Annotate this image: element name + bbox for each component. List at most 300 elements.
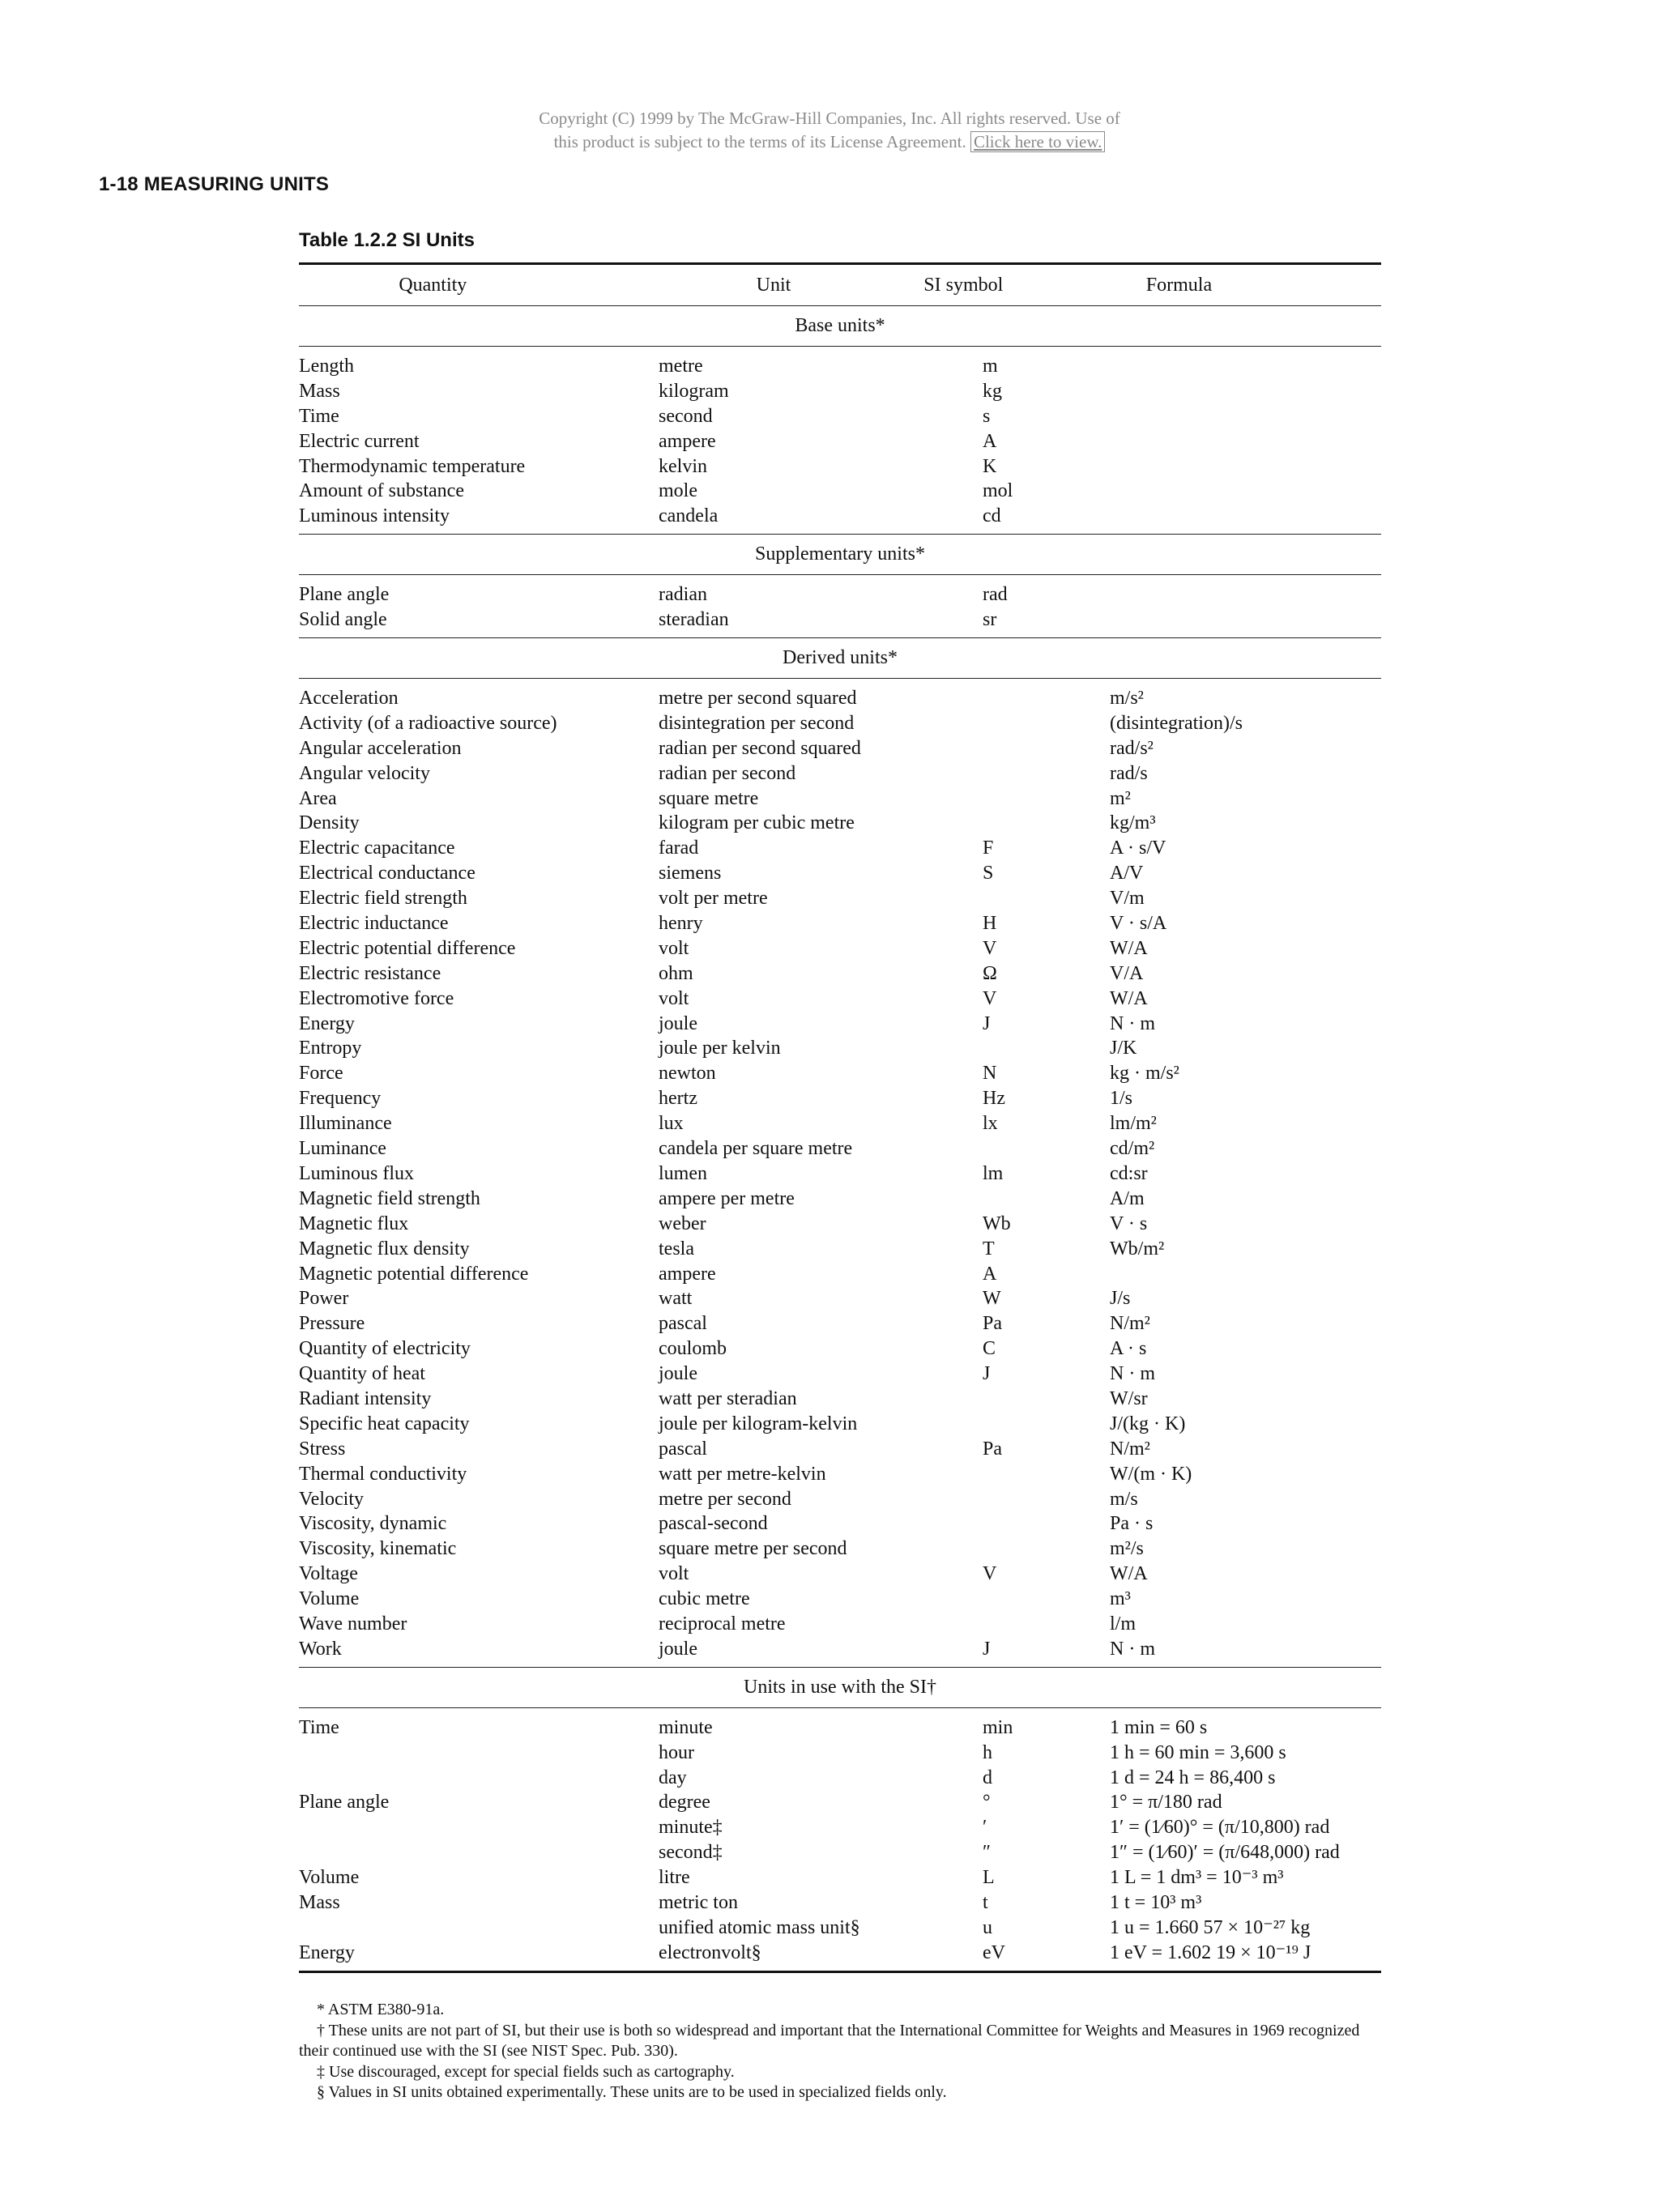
table-row (299, 404, 1381, 429)
quantity-cell: Mass (299, 1891, 340, 1913)
table-row (299, 1511, 1381, 1536)
symbol-cell: cd (983, 505, 1001, 527)
symbol-cell: S (983, 863, 994, 884)
unit-cell: second (659, 405, 713, 427)
formula-cell: 1/s (1110, 1088, 1133, 1110)
quantity-cell: Frequency (299, 1088, 382, 1110)
quantity-cell (299, 1815, 659, 1840)
table-row (299, 1187, 1381, 1212)
unit-cell: watt (659, 1288, 693, 1310)
symbol-cell (983, 1487, 1110, 1512)
formula-cell: N · m (1110, 1638, 1155, 1660)
symbol-cell: h (983, 1741, 992, 1763)
quantity-cell: Electric capacitance (299, 837, 455, 859)
unit-cell: volt (659, 1563, 689, 1585)
symbol-cell: Pa (983, 1313, 1002, 1335)
quantity-cell: Magnetic potential difference (299, 1263, 529, 1285)
formula-cell: 1″ = (1⁄60)′ = (π/648,000) rad (1110, 1842, 1340, 1864)
formula-cell: V/m (1110, 888, 1145, 910)
quantity-cell: Entropy (299, 1038, 362, 1059)
table-row (299, 1536, 1381, 1562)
quantity-cell: Thermodynamic temperature (299, 455, 526, 477)
table-row (299, 1840, 1381, 1865)
unit-cell: minute (659, 1716, 713, 1738)
formula-cell: V · s/A (1110, 913, 1167, 935)
quantity-cell: Solid angle (299, 609, 387, 631)
formula-cell (1110, 404, 1381, 429)
unit-cell: kilogram per cubic metre (659, 812, 855, 834)
symbol-cell: ″ (983, 1842, 991, 1864)
quantity-cell: Electric potential difference (299, 937, 516, 959)
table-row (299, 1587, 1381, 1612)
quantity-cell: Viscosity, kinematic (299, 1538, 457, 1560)
table-row (299, 479, 1381, 504)
footnote-si-use: † These units are not part of SI, but their use is both so widespread and important that the International Committee for Weights and Measures in 1969 recognized their continued use with the SI (see NIST Spec. Pub. 330). (299, 2021, 1360, 2060)
unit-cell: ampere (659, 1263, 716, 1285)
unit-cell: disintegration per second (659, 712, 855, 734)
table-row (299, 582, 1381, 607)
table-bottom-rule (299, 1971, 1381, 1973)
symbol-cell (983, 736, 1110, 761)
symbol-cell: m (983, 356, 998, 377)
formula-cell: rad/s (1110, 762, 1148, 784)
table-row (299, 1741, 1381, 1766)
unit-cell: electronvolt§ (659, 1941, 761, 1963)
symbol-cell: C (983, 1338, 996, 1360)
table-row (299, 1387, 1381, 1412)
table-row (299, 1865, 1381, 1890)
header-unit: Unit (756, 274, 791, 296)
formula-cell: W/A (1110, 1563, 1148, 1585)
symbol-cell: H (983, 913, 997, 935)
section-rows (299, 575, 1381, 637)
symbol-cell (983, 1587, 1110, 1612)
table-row (299, 1437, 1381, 1462)
quantity-cell: Volume (299, 1867, 360, 1889)
section-rows (299, 1708, 1381, 1971)
symbol-cell: Hz (983, 1088, 1005, 1110)
unit-cell: second‡ (659, 1842, 723, 1864)
unit-cell: weber (659, 1213, 706, 1234)
table-sections (299, 305, 1381, 1971)
unit-cell: radian (659, 584, 707, 606)
symbol-cell: s (983, 405, 991, 427)
symbol-cell (983, 1036, 1110, 1061)
quantity-cell: Time (299, 405, 339, 427)
quantity-cell: Electric inductance (299, 913, 449, 935)
formula-cell: 1 d = 24 h = 86,400 s (1110, 1767, 1276, 1788)
symbol-cell: t (983, 1891, 988, 1913)
quantity-cell: Stress (299, 1438, 346, 1460)
symbol-cell (983, 1511, 1110, 1536)
formula-cell: A · s (1110, 1338, 1147, 1360)
quantity-cell: Length (299, 356, 354, 377)
unit-cell: mole (659, 480, 697, 502)
formula-cell: V · s (1110, 1213, 1148, 1234)
symbol-cell: min (983, 1716, 1013, 1738)
quantity-cell: Radiant intensity (299, 1387, 432, 1409)
formula-cell: 1 t = 10³ m³ (1110, 1891, 1202, 1913)
quantity-cell (299, 1741, 659, 1766)
unit-cell: pascal-second (659, 1513, 768, 1535)
symbol-cell (983, 1187, 1110, 1212)
symbol-cell: d (983, 1767, 992, 1788)
formula-cell: m² (1110, 787, 1131, 809)
table-row (299, 711, 1381, 736)
copyright-line-2-text: this product is subject to the terms of its License Agreement. (553, 132, 966, 151)
table-row (299, 1941, 1381, 1966)
unit-cell: siemens (659, 863, 722, 884)
table-row (299, 961, 1381, 987)
symbol-cell (983, 761, 1110, 786)
table-row (299, 686, 1381, 711)
footnote-astm: * ASTM E380-91a. (317, 2001, 445, 2018)
symbol-cell: A (983, 430, 997, 452)
formula-cell: m/s² (1110, 688, 1144, 710)
symbol-cell (983, 1387, 1110, 1412)
formula-cell: N/m² (1110, 1438, 1150, 1460)
unit-cell: cubic metre (659, 1588, 750, 1610)
quantity-cell: Mass (299, 380, 340, 402)
unit-cell: kilogram (659, 380, 729, 402)
quantity-cell: Luminous flux (299, 1162, 414, 1184)
table-row (299, 429, 1381, 454)
unit-cell: pascal (659, 1313, 707, 1335)
quantity-cell: Angular velocity (299, 762, 430, 784)
formula-cell: W/A (1110, 987, 1148, 1009)
unit-cell: lux (659, 1113, 684, 1135)
unit-cell: watt per steradian (659, 1387, 797, 1409)
formula-cell: A · s/V (1110, 837, 1166, 859)
table-row (299, 1336, 1381, 1362)
symbol-cell: Pa (983, 1438, 1002, 1460)
formula-cell: l/m (1110, 1613, 1137, 1634)
formula-cell (1110, 582, 1381, 607)
unit-cell: volt per metre (659, 888, 768, 910)
formula-cell (1110, 1262, 1381, 1287)
symbol-cell: J (983, 1363, 991, 1385)
unit-cell: reciprocal metre (659, 1613, 786, 1634)
table-footnotes (299, 2000, 1381, 2103)
table-row (299, 1637, 1381, 1662)
quantity-cell: Electrical conductance (299, 863, 476, 884)
unit-cell: degree (659, 1792, 710, 1813)
symbol-cell: F (983, 837, 994, 859)
unit-cell: kelvin (659, 455, 707, 477)
table-row (299, 1262, 1381, 1287)
section-rows (299, 679, 1381, 1667)
unit-cell: square metre per second (659, 1538, 847, 1560)
formula-cell: N/m² (1110, 1313, 1150, 1335)
formula-cell: 1 eV = 1.602 19 × 10⁻¹⁹ J (1110, 1941, 1311, 1963)
symbol-cell (983, 811, 1110, 836)
symbol-cell: eV (983, 1941, 1005, 1963)
table-row (299, 1362, 1381, 1387)
unit-cell: metre per second squared (659, 688, 857, 710)
quantity-cell: Electric resistance (299, 962, 441, 984)
table-row (299, 1715, 1381, 1741)
si-units-table (299, 262, 1381, 1973)
symbol-cell: ′ (983, 1817, 987, 1839)
table-row (299, 811, 1381, 836)
table-row (299, 786, 1381, 812)
unit-cell: square metre (659, 787, 759, 809)
quantity-cell: Area (299, 787, 337, 809)
unit-cell: minute‡ (659, 1817, 723, 1839)
formula-cell: J/s (1110, 1288, 1131, 1310)
formula-cell: Wb/m² (1110, 1238, 1165, 1259)
table-row (299, 1212, 1381, 1237)
copyright-line-1: Copyright (C) 1999 by The McGraw-Hill Companies, Inc. All rights reserved. Use of (539, 109, 1120, 128)
formula-cell: cd/m² (1110, 1138, 1155, 1160)
symbol-cell: sr (983, 609, 997, 631)
formula-cell: 1 u = 1.660 57 × 10⁻²⁷ kg (1110, 1916, 1311, 1938)
quantity-cell: Volume (299, 1588, 360, 1610)
formula-cell: rad/s² (1110, 737, 1154, 759)
quantity-cell: Work (299, 1638, 342, 1660)
table-row (299, 1562, 1381, 1587)
table-row (299, 1111, 1381, 1136)
quantity-cell: Thermal conductivity (299, 1463, 467, 1485)
symbol-cell: L (983, 1867, 995, 1889)
symbol-cell: ° (983, 1792, 991, 1813)
formula-cell (1110, 454, 1381, 479)
unit-cell: radian per second squared (659, 737, 861, 759)
table-row (299, 1311, 1381, 1336)
unit-cell: steradian (659, 609, 729, 631)
quantity-cell: Energy (299, 1012, 355, 1034)
quantity-cell: Magnetic field strength (299, 1187, 480, 1209)
unit-cell: lumen (659, 1162, 707, 1184)
unit-cell: metre (659, 356, 703, 377)
unit-cell: litre (659, 1867, 690, 1889)
table-row (299, 1086, 1381, 1111)
quantity-cell: Angular acceleration (299, 737, 462, 759)
formula-cell: kg · m/s² (1110, 1063, 1179, 1085)
symbol-cell: kg (983, 380, 1002, 402)
quantity-cell: Quantity of electricity (299, 1338, 471, 1360)
table-row (299, 1136, 1381, 1161)
quantity-cell: Luminance (299, 1138, 386, 1160)
symbol-cell: J (983, 1638, 991, 1660)
quantity-cell: Wave number (299, 1613, 407, 1634)
formula-cell: J/K (1110, 1038, 1137, 1059)
unit-cell: metric ton (659, 1891, 738, 1913)
symbol-cell (983, 1462, 1110, 1487)
symbol-cell: Wb (983, 1213, 1011, 1234)
table-row (299, 1412, 1381, 1437)
table-row (299, 1766, 1381, 1791)
symbol-cell (983, 886, 1110, 911)
quantity-cell: Velocity (299, 1488, 364, 1510)
table-row (299, 836, 1381, 861)
formula-cell (1110, 607, 1381, 633)
quantity-cell: Electromotive force (299, 987, 454, 1009)
unit-cell: joule per kilogram-kelvin (659, 1413, 858, 1434)
unit-cell: watt per metre-kelvin (659, 1463, 826, 1485)
unit-cell: pascal (659, 1438, 707, 1460)
quantity-cell: Magnetic flux density (299, 1238, 470, 1259)
formula-cell: 1 L = 1 dm³ = 10⁻³ m³ (1110, 1867, 1284, 1889)
symbol-cell: Ω (983, 962, 997, 984)
unit-cell: hour (659, 1741, 694, 1763)
footnote-discouraged: ‡ Use discouraged, except for special fields such as cartography. (317, 2062, 735, 2081)
unit-cell: radian per second (659, 762, 796, 784)
formula-cell: cd:sr (1110, 1162, 1148, 1184)
quantity-cell: Electric current (299, 430, 420, 452)
license-link[interactable]: Click here to view. (970, 131, 1105, 152)
table-header-row (299, 265, 1381, 305)
unit-cell: ampere per metre (659, 1187, 795, 1209)
unit-cell: ohm (659, 962, 693, 984)
table-row (299, 861, 1381, 886)
copyright-line-2 (0, 130, 1659, 154)
footnote-experimental: § Values in SI units obtained experimentally. These units are to be used in specialized fields only. (317, 2083, 947, 2101)
formula-cell: 1 min = 60 s (1110, 1716, 1208, 1738)
quantity-cell: Acceleration (299, 688, 399, 710)
formula-cell: (disintegration)/s (1110, 712, 1243, 734)
formula-cell (1110, 504, 1381, 529)
quantity-cell: Quantity of heat (299, 1363, 425, 1385)
formula-cell: kg/m³ (1110, 812, 1156, 834)
unit-cell: tesla (659, 1238, 694, 1259)
symbol-cell: A (983, 1263, 997, 1285)
unit-cell: joule (659, 1638, 697, 1660)
quantity-cell (299, 1766, 659, 1791)
symbol-cell (983, 786, 1110, 812)
formula-cell: m³ (1110, 1588, 1131, 1610)
unit-cell: joule (659, 1012, 697, 1034)
table-row (299, 1061, 1381, 1086)
table-title: Table 1.2.2 SI Units (299, 229, 475, 251)
table-row (299, 911, 1381, 936)
quantity-cell (299, 1840, 659, 1865)
table-row (299, 1012, 1381, 1037)
quantity-cell: Activity (of a radioactive source) (299, 712, 557, 734)
symbol-cell: V (983, 1563, 997, 1585)
formula-cell: 1° = π/180 rad (1110, 1792, 1222, 1813)
symbol-cell: u (983, 1916, 992, 1938)
table-row (299, 454, 1381, 479)
table-row (299, 1161, 1381, 1187)
quantity-cell: Illuminance (299, 1113, 392, 1135)
quantity-cell: Viscosity, dynamic (299, 1513, 447, 1535)
symbol-cell: mol (983, 480, 1013, 502)
formula-cell: m/s (1110, 1488, 1138, 1510)
unit-cell: joule (659, 1363, 697, 1385)
formula-cell: W/A (1110, 937, 1148, 959)
symbol-cell: rad (983, 584, 1008, 606)
formula-cell: lm/m² (1110, 1113, 1157, 1135)
quantity-cell: Plane angle (299, 584, 390, 606)
header-formula: Formula (1145, 274, 1213, 296)
table-row (299, 1462, 1381, 1487)
table-row (299, 1286, 1381, 1311)
symbol-cell: lx (983, 1113, 998, 1135)
table-row (299, 1036, 1381, 1061)
header-si-symbol: SI symbol (923, 274, 1004, 296)
unit-cell: joule per kelvin (659, 1038, 781, 1059)
symbol-cell (983, 1412, 1110, 1437)
section-rows (299, 347, 1381, 534)
table-row (299, 354, 1381, 379)
unit-cell: farad (659, 837, 699, 859)
formula-cell (1110, 379, 1381, 404)
table-row (299, 736, 1381, 761)
formula-cell: W/(m · K) (1110, 1463, 1192, 1485)
formula-cell: Pa · s (1110, 1513, 1154, 1535)
table-row (299, 1612, 1381, 1637)
section-title: Supplementary units* (755, 543, 925, 565)
section-title: Units in use with the SI† (744, 1676, 936, 1698)
symbol-cell (983, 686, 1110, 711)
quantity-cell: Magnetic flux (299, 1213, 409, 1234)
formula-cell: N · m (1110, 1363, 1155, 1385)
table-row (299, 1487, 1381, 1512)
quantity-cell: Energy (299, 1941, 355, 1963)
formula-cell: 1′ = (1⁄60)° = (π/10,800) rad (1110, 1817, 1330, 1839)
formula-cell (1110, 429, 1381, 454)
quantity-cell: Amount of substance (299, 480, 464, 502)
symbol-cell: T (983, 1238, 995, 1259)
quantity-cell: Luminous intensity (299, 505, 450, 527)
quantity-cell: Force (299, 1063, 343, 1085)
symbol-cell: V (983, 987, 997, 1009)
formula-cell: N · m (1110, 1012, 1155, 1034)
table-row (299, 987, 1381, 1012)
formula-cell: V/A (1110, 962, 1144, 984)
table-row (299, 1890, 1381, 1916)
symbol-cell (983, 1612, 1110, 1637)
unit-cell: metre per second (659, 1488, 791, 1510)
formula-cell (1110, 354, 1381, 379)
table-row (299, 886, 1381, 911)
unit-cell: day (659, 1767, 687, 1788)
unit-cell: unified atomic mass unit§ (659, 1916, 860, 1938)
quantity-cell: Specific heat capacity (299, 1413, 470, 1434)
table-row (299, 1916, 1381, 1941)
formula-cell: J/(kg · K) (1110, 1413, 1186, 1434)
formula-cell: A/m (1110, 1187, 1145, 1209)
symbol-cell: N (983, 1063, 997, 1085)
table-row (299, 504, 1381, 529)
table-row (299, 607, 1381, 633)
symbol-cell (983, 711, 1110, 736)
symbol-cell (983, 1536, 1110, 1562)
unit-cell: newton (659, 1063, 716, 1085)
formula-cell: A/V (1110, 863, 1144, 884)
section-title: Base units* (795, 315, 885, 336)
formula-cell: 1 h = 60 min = 3,600 s (1110, 1741, 1286, 1763)
quantity-cell: Plane angle (299, 1792, 390, 1813)
unit-cell: candela (659, 505, 719, 527)
unit-cell: candela per square metre (659, 1138, 853, 1160)
symbol-cell: lm (983, 1162, 1004, 1184)
table-row (299, 936, 1381, 961)
header-quantity: Quantity (399, 274, 467, 296)
formula-cell (1110, 479, 1381, 504)
symbol-cell: V (983, 937, 997, 959)
unit-cell: coulomb (659, 1338, 727, 1360)
table-row (299, 379, 1381, 404)
table-row (299, 1815, 1381, 1840)
symbol-cell (983, 1136, 1110, 1161)
quantity-cell: Voltage (299, 1563, 358, 1585)
unit-cell: ampere (659, 430, 716, 452)
running-head: 1-18 MEASURING UNITS (99, 173, 330, 195)
section-title: Derived units* (783, 647, 898, 669)
table-row (299, 761, 1381, 786)
